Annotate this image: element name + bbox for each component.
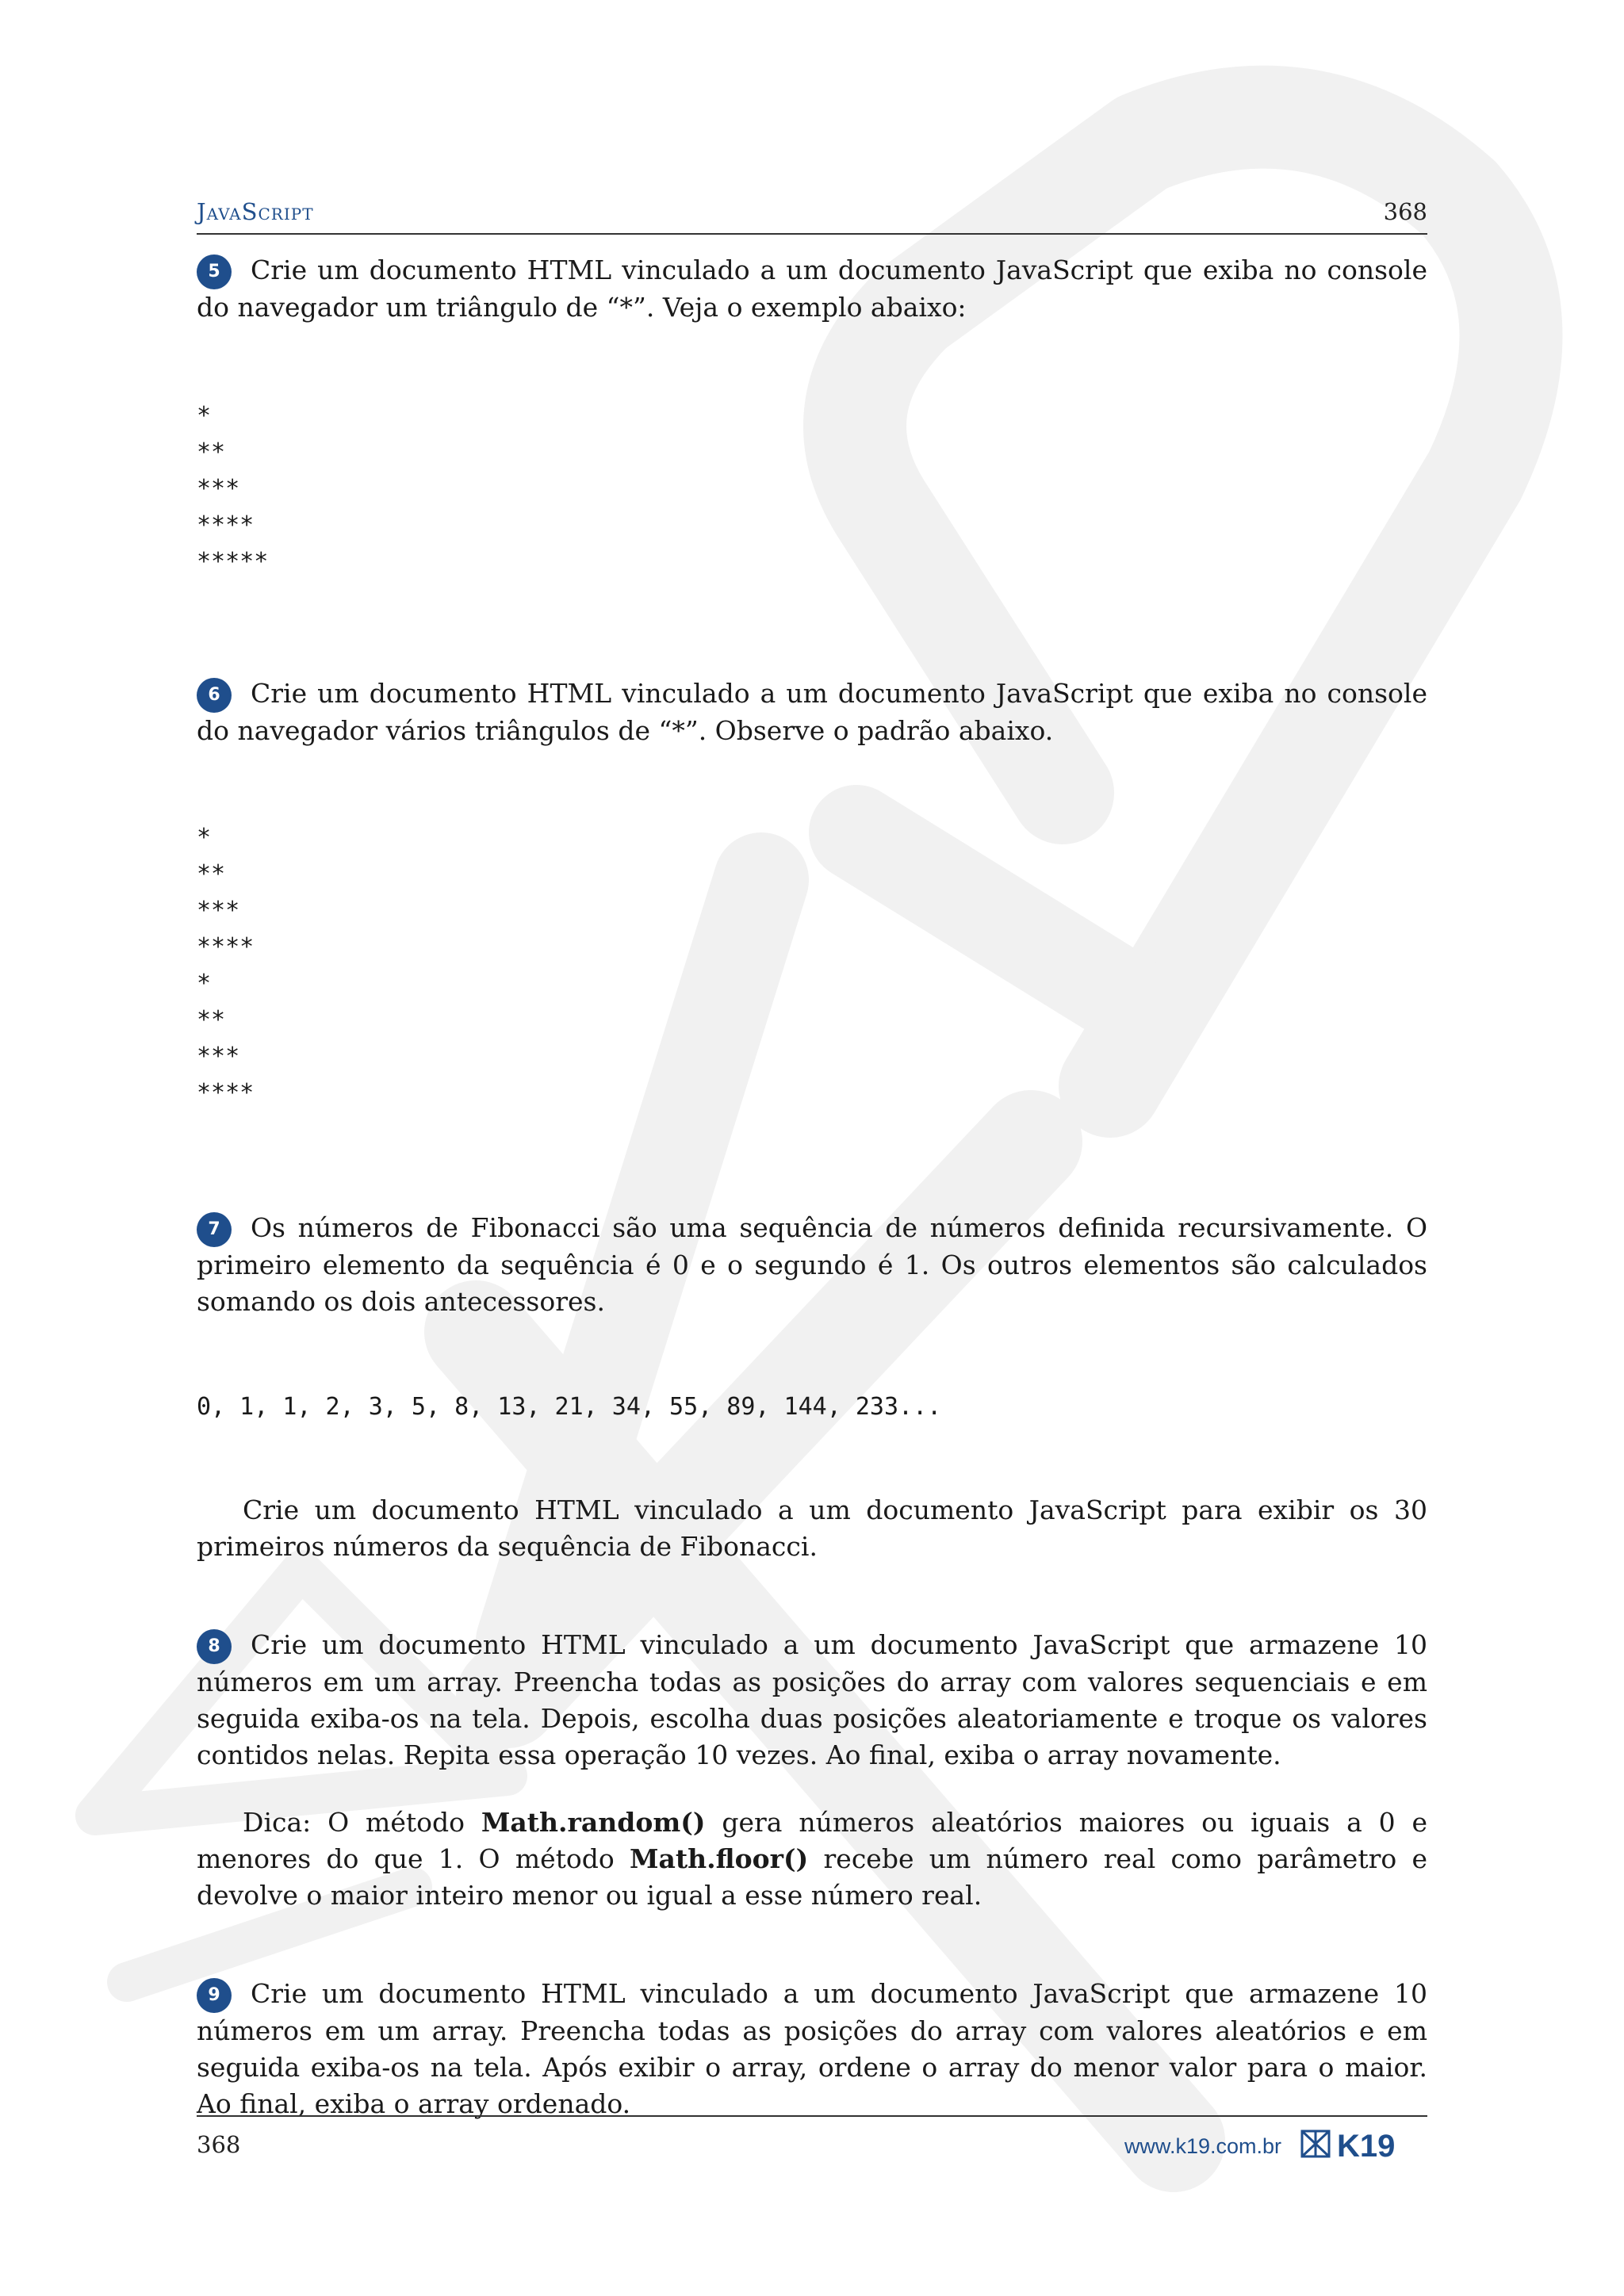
code-line: 0, 1, 1, 2, 3, 5, 8, 13, 21, 34, 55, 89, 144, 233... (197, 1393, 942, 1421)
exercise-5 (197, 252, 1427, 326)
k19-logo (1300, 2126, 1427, 2161)
svg-text:K19: K19 (1337, 2129, 1396, 2161)
exercise-number-badge: 6 (197, 678, 232, 713)
code-line: **** (197, 1079, 255, 1107)
code-line: * (197, 402, 212, 430)
exercise-8 (197, 1627, 1427, 1774)
exercise-number-badge: 5 (197, 254, 232, 289)
tip-text: gera números aleatórios maiores ou iguais a 0 e menores do que 1. O método (197, 1807, 1427, 1874)
exercise-5-code (197, 398, 268, 580)
running-header (197, 198, 1427, 235)
code-line: * (197, 970, 212, 997)
tip-text: Dica: O método (243, 1807, 481, 1838)
footer-page-number: 368 (197, 2131, 241, 2158)
exercise-6-code (197, 820, 254, 1112)
exercise-9 (197, 1976, 1427, 2122)
exercise-9-text: Crie um documento HTML vinculado a um documento JavaScript que armazene 10 números em um array. Preencha todas as posições do array com valores aleatórios e em seguida exiba-os na tela. Após exibir o array, ordene o array do menor valor para o maior. Ao final, exiba o array ordenado. (197, 1978, 1427, 2119)
code-line: * (197, 824, 212, 851)
tip-text: recebe um número real como parâmetro e devolve o maior inteiro menor ou igual a esse número real. (197, 1843, 1427, 1911)
exercise-8-tip (197, 1804, 1427, 1914)
code-line: ** (197, 860, 226, 888)
exercise-6-text: Crie um documento HTML vinculado a um documento JavaScript que exiba no console do navegador vários triângulos de “*”. Observe o padrão abaixo. (197, 678, 1427, 746)
exercise-number-badge: 7 (197, 1212, 232, 1247)
fibonacci-sequence (197, 1389, 941, 1425)
page-footer (197, 2115, 1427, 2164)
exercise-6 (197, 675, 1427, 749)
code-line: ** (197, 438, 226, 466)
code-line: *** (197, 1043, 240, 1070)
exercise-8-text: Crie um documento HTML vinculado a um documento JavaScript que armazene 10 números em um array. Preencha todas as posições do array com valores sequenciais e em seguida exiba-os na tela. Depois, escolha duas posições aleatoriamente e troque os valores contidos nelas. Repita essa operação 10 vezes. Ao final, exiba o array novamente. (197, 1629, 1427, 1770)
code-line: ** (197, 1006, 226, 1034)
exercise-7-text: Os números de Fibonacci são uma sequência de números definida recursivamente. O primeiro elemento da sequência é 0 e o segundo é 1. Os outros elementos são calculados somando os dois antecessores. (197, 1212, 1427, 1317)
exercise-5-text: Crie um documento HTML vinculado a um documento JavaScript que exiba no console do navegador um triângulo de “*”. Veja o exemplo abaixo: (197, 254, 1427, 323)
exercise-7 (197, 1210, 1427, 1320)
code-line: *** (197, 897, 240, 924)
exercise-number-badge: 9 (197, 1978, 232, 2013)
code-line: **** (197, 511, 255, 539)
method-name: Math.floor() (630, 1843, 809, 1874)
code-line: *** (197, 475, 240, 503)
header-page-number: 368 (1383, 198, 1427, 225)
chapter-title: JavaScript (197, 198, 314, 225)
exercise-7-task: Crie um documento HTML vinculado a um documento JavaScript para exibir os 30 primeiros números da sequência de Fibonacci. (197, 1494, 1427, 1562)
exercise-number-badge: 8 (197, 1629, 232, 1664)
method-name: Math.random() (481, 1807, 706, 1838)
website-link[interactable]: www.k19.com.br (1124, 2134, 1281, 2158)
code-line: ***** (197, 548, 269, 576)
code-line: **** (197, 933, 255, 961)
